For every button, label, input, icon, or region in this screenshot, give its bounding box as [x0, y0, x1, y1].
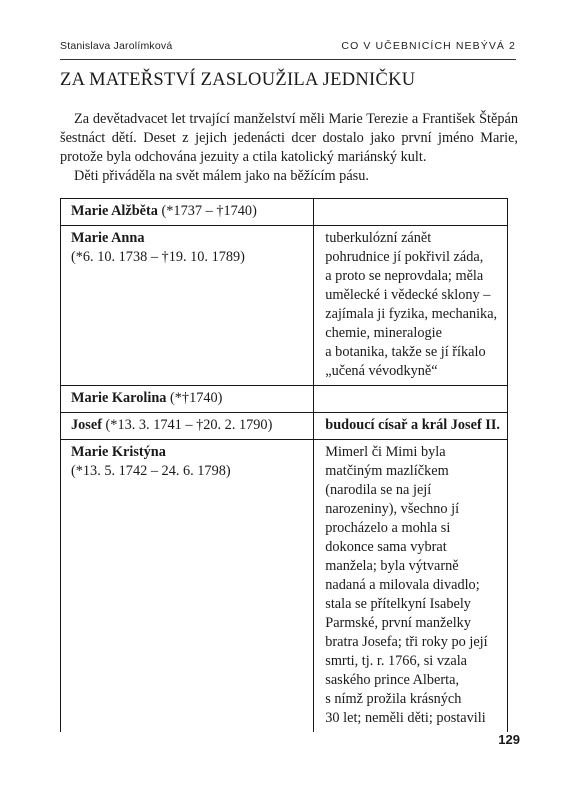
- child-name: Josef: [71, 417, 102, 433]
- note-line: a proto se neprovdala; měla: [325, 268, 484, 284]
- note-line: Mimerl či Mimi byla: [325, 444, 446, 460]
- note-cell: [314, 440, 508, 733]
- header-rule: [60, 59, 516, 60]
- children-table: [60, 198, 508, 732]
- note-line: narozeniny), všechno jí: [325, 501, 460, 517]
- running-head-author: Stanislava Jarolímková: [60, 40, 173, 52]
- child-cell: [61, 199, 314, 226]
- child-cell: [61, 386, 314, 413]
- table-row: [61, 199, 508, 226]
- note-cell: [314, 386, 508, 413]
- note-line: smrti, tj. r. 1766, si vzala: [325, 653, 468, 669]
- note-line: Parmské, první manželky: [325, 615, 471, 631]
- note-line: a botanika, takže se jí říkalo: [325, 344, 486, 360]
- note-line: tuberkulózní zánět: [325, 230, 432, 246]
- child-dates: (*13. 3. 1741 – †20. 2. 1790): [101, 417, 273, 433]
- child-cell: [61, 440, 314, 733]
- running-head-series: CO V UČEBNICÍCH NEBÝVÁ 2: [341, 40, 516, 52]
- child-cell: [61, 413, 314, 440]
- note-line: „učená vévodkyně“: [325, 363, 438, 379]
- note-line: procházelo a mohla si: [325, 520, 451, 536]
- note-cell: [314, 226, 508, 386]
- note-line: zajímala ji fyzika, mechanika,: [325, 306, 498, 322]
- table-row: [61, 413, 508, 440]
- note-line: umělecké i vědecké sklony –: [325, 287, 491, 303]
- note-cell: [314, 199, 508, 226]
- note-cell: [314, 413, 508, 440]
- note-line: saského prince Alberta,: [325, 672, 460, 688]
- note-line: nadaná a milovala divadlo;: [325, 577, 480, 593]
- note-line: 30 let; neměli děti; postavili: [325, 710, 486, 726]
- intro-paragraph: Za devětadvacet let trvající manželství měli Marie Terezie a František Štěpán šestnáct dětí. Deset z jejich jedenácti dcer dostalo jako první jméno Marie, protože byla odchována jezuity a ctila katolický mariánský kult.: [60, 111, 518, 165]
- note-line: (narodila se na její: [325, 482, 432, 498]
- note-line: s nímž prožila krásných: [325, 691, 462, 707]
- child-dates-line: (*13. 5. 1742 – 24. 6. 1798): [71, 463, 231, 479]
- page-number: 129: [498, 732, 520, 747]
- intro-text: [60, 110, 518, 186]
- table-row: [61, 386, 508, 413]
- note-line: matčiným mazlíčkem: [325, 463, 449, 479]
- child-name: Marie Alžběta: [71, 203, 158, 219]
- child-dates: (*†1740): [166, 390, 223, 406]
- chapter-title: ZA MATEŘSTVÍ ZASLOUŽILA JEDNIČKU: [60, 70, 416, 90]
- child-dates: (*1737 – †1740): [157, 203, 257, 219]
- note-line: stala se přítelkyní Isabely: [325, 596, 471, 612]
- note-line: pohrudnice jí pokřivil záda,: [325, 249, 484, 265]
- table-row: [61, 226, 508, 386]
- note-line: dokonce sama vybrat: [325, 539, 447, 555]
- table-row: [61, 440, 508, 733]
- note-line: chemie, mineralogie: [325, 325, 442, 341]
- note-line: bratra Josefa; tři roky po její: [325, 634, 488, 650]
- child-name: Marie Kristýna: [71, 444, 166, 460]
- intro-paragraph: Děti přiváděla na svět málem jako na běžícím pásu.: [74, 168, 369, 184]
- running-head: [60, 40, 516, 56]
- note-line: budoucí císař a král Josef II.: [325, 417, 501, 433]
- child-cell: [61, 226, 314, 386]
- child-dates-line: (*6. 10. 1738 – †19. 10. 1789): [71, 249, 245, 265]
- child-name: Marie Anna: [71, 230, 145, 246]
- child-name: Marie Karolina: [71, 390, 167, 406]
- note-line: manžela; byla výtvarně: [325, 558, 459, 574]
